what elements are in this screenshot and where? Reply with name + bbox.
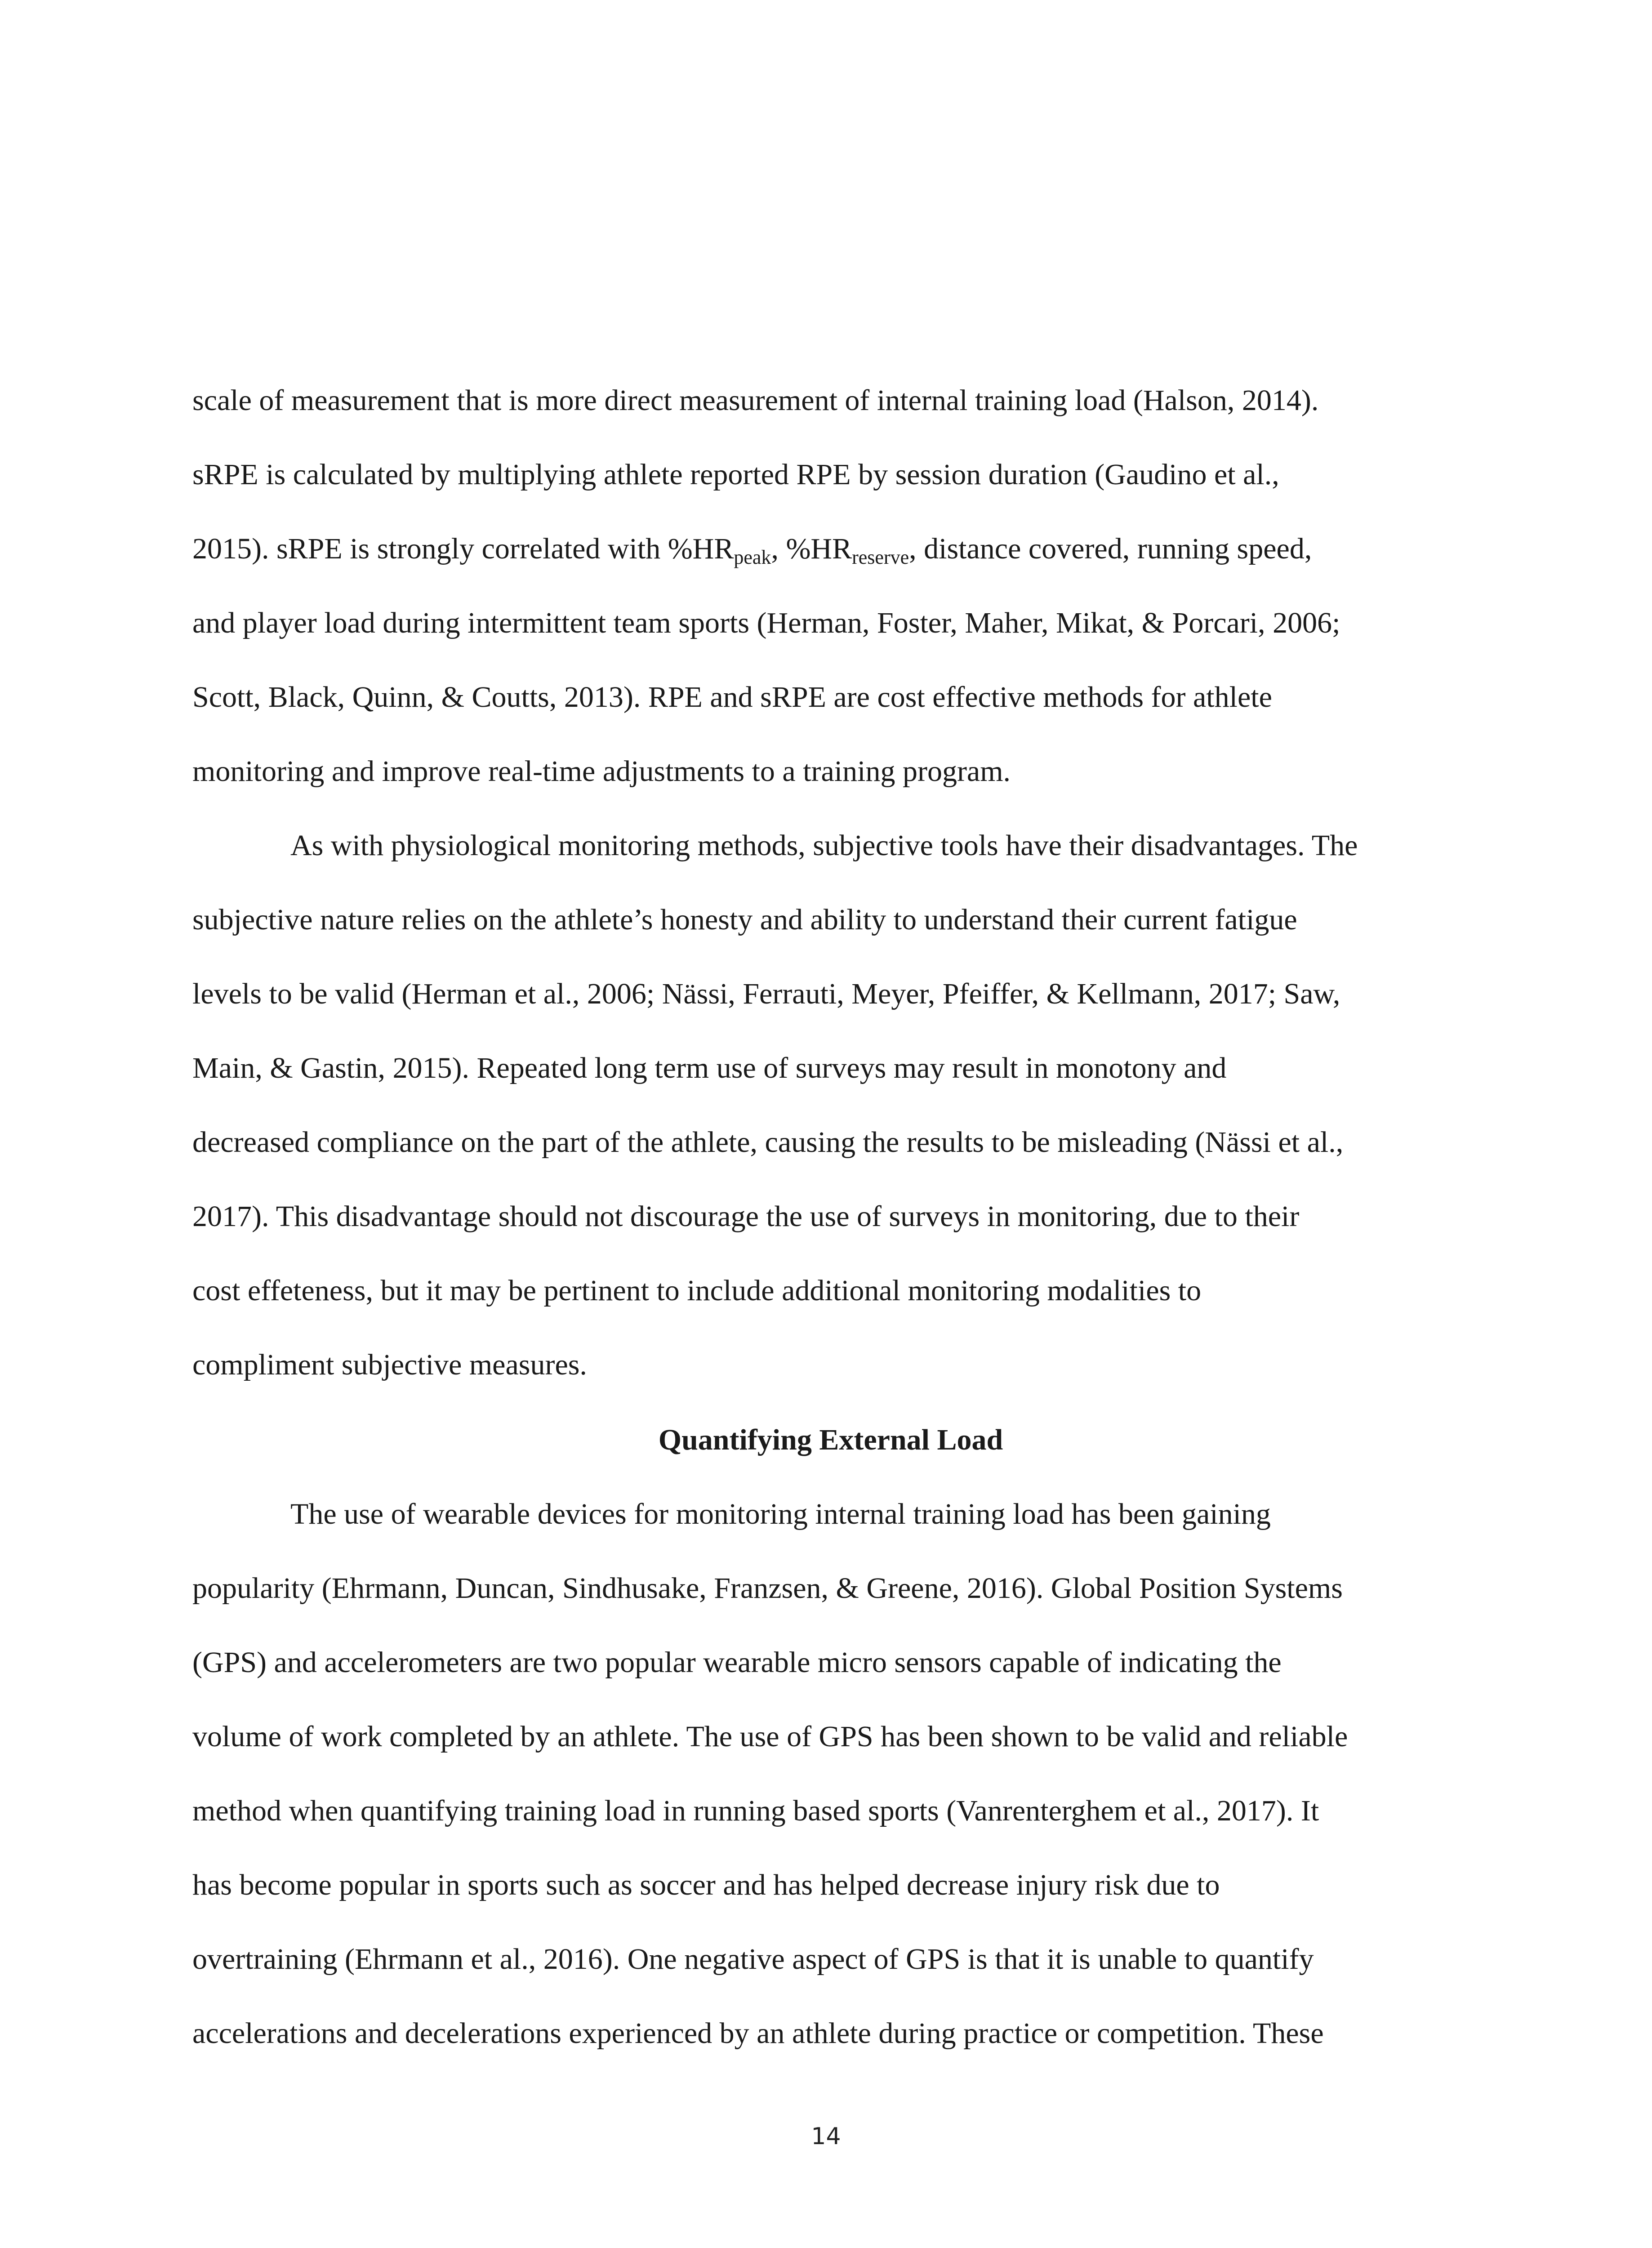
text-line: overtraining (Ehrmann et al., 2016). One negative aspect of GPS is that it is unable to quantify: [192, 1943, 1314, 1976]
text-line: As with physiological monitoring methods, subjective tools have their disadvantages. The: [290, 829, 1358, 862]
text-line: (GPS) and accelerometers are two popular wearable micro sensors capable of indicating the: [192, 1646, 1282, 1679]
paragraph-wearables: [192, 1477, 1469, 2070]
text-line: accelerations and decelerations experienced by an athlete during practice or competition. These: [192, 2017, 1324, 2050]
text-line: and player load during intermittent team sports (Herman, Foster, Maher, Mikat, & Porcari, 2006;: [192, 607, 1340, 639]
text-line: Scott, Black, Quinn, & Coutts, 2013). RPE and sRPE are cost effective methods for athlete: [192, 681, 1272, 714]
section-heading: Quantifying External Load: [658, 1423, 1003, 1456]
text-line: compliment subjective measures.: [192, 1348, 587, 1381]
text-line: 2017). This disadvantage should not discourage the use of surveys in monitoring, due to their: [192, 1200, 1300, 1233]
text-line: subjective nature relies on the athlete’s honesty and ability to understand their current fatigue: [192, 903, 1297, 936]
document-body: [192, 363, 1469, 2070]
subscript-peak: peak: [734, 546, 771, 568]
text-line: popularity (Ehrmann, Duncan, Sindhusake, Franzsen, & Greene, 2016). Global Position Systems: [192, 1572, 1343, 1605]
text-line: The use of wearable devices for monitoring internal training load has been gaining: [290, 1498, 1271, 1530]
text-line: Main, & Gastin, 2015). Repeated long term use of surveys may result in monotony and: [192, 1052, 1227, 1084]
text-line: monitoring and improve real-time adjustments to a training program.: [192, 755, 1011, 788]
paragraph-srpe: [192, 363, 1469, 808]
paragraph-subjective-disadvantages: [192, 808, 1469, 1402]
text-line: cost effeteness, but it may be pertinent to include additional monitoring modalities to: [192, 1274, 1202, 1307]
text-span: , distance covered, running speed,: [909, 532, 1312, 565]
text-line: sRPE is calculated by multiplying athlete reported RPE by session duration (Gaudino et al.,: [192, 458, 1279, 491]
subscript-reserve: reserve: [852, 546, 909, 568]
text-line: has become popular in sports such as soccer and has helped decrease injury risk due to: [192, 1869, 1220, 1901]
text-span: , %HR: [771, 532, 852, 565]
text-line: decreased compliance on the part of the athlete, causing the results to be misleading (Nässi et al.,: [192, 1126, 1344, 1159]
text-line: volume of work completed by an athlete. The use of GPS has been shown to be valid and reliable: [192, 1720, 1348, 1753]
text-line: scale of measurement that is more direct measurement of internal training load (Halson, 2014).: [192, 384, 1319, 417]
text-line: levels to be valid (Herman et al., 2006; Nässi, Ferrauti, Meyer, Pfeiffer, & Kellmann, 2017; Saw,: [192, 977, 1340, 1010]
text-span: 2015). sRPE is strongly correlated with %HR: [192, 532, 734, 565]
text-line: [192, 512, 1469, 586]
text-line: method when quantifying training load in running based sports (Vanrenterghem et al., 2017). It: [192, 1794, 1319, 1827]
page-number: 14: [811, 2123, 841, 2150]
